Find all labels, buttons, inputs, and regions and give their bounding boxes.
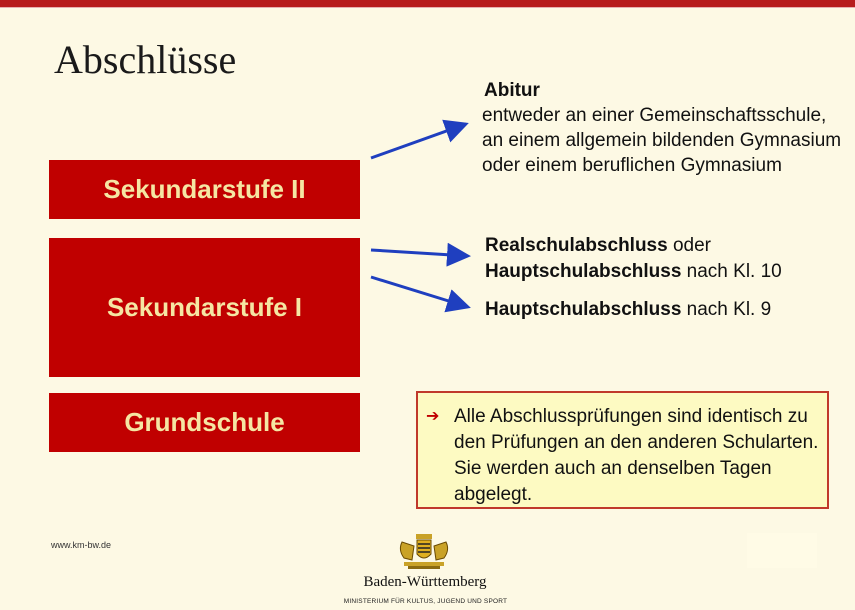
hauptschul-10-suffix: nach Kl. 10	[681, 261, 782, 282]
realschul-block	[485, 233, 782, 285]
realschul-or: oder	[667, 235, 712, 256]
note-box	[416, 391, 829, 509]
arrow-to-realschulabschluss	[371, 250, 468, 256]
arrow-to-abitur	[371, 124, 466, 158]
hauptschul-10-label: Hauptschulabschluss	[485, 261, 682, 282]
note-text: Alle Abschlussprüfungen sind identisch zu den Prüfungen an den anderen Schularten. Sie werden auch an denselben Tagen abgelegt.	[454, 406, 819, 505]
level-sekundarstufe-2: Sekundarstufe II	[49, 160, 360, 219]
hauptschul-9-block	[485, 297, 771, 323]
coat-of-arms-icon	[394, 532, 454, 572]
faint-box	[747, 533, 817, 568]
realschul-label: Realschulabschluss	[485, 235, 668, 256]
footer-url: www.km-bw.de	[51, 540, 112, 550]
arrow-to-hauptschulabschluss-9	[371, 277, 468, 307]
abitur-description: entweder an einer Gemeinschaftsschule, an einem allgemein bildenden Gymnasium oder einem beruflichen Gymnasium	[482, 105, 842, 176]
state-name: Baden-Württemberg	[363, 574, 487, 590]
arrow-bullet-icon: ➔	[426, 408, 440, 425]
level-sekundarstufe-1: Sekundarstufe I	[49, 238, 360, 377]
ministry-name: MINISTERIUM FÜR KULTUS, JUGEND UND SPORT	[343, 598, 508, 605]
abitur-heading: Abitur	[484, 80, 540, 101]
abitur-block	[484, 78, 844, 178]
slide-title: Abschlüsse	[54, 37, 237, 82]
level-grundschule: Grundschule	[49, 393, 360, 452]
hauptschul-9-label: Hauptschulabschluss	[485, 299, 682, 320]
hauptschul-9-suffix: nach Kl. 9	[681, 299, 772, 320]
